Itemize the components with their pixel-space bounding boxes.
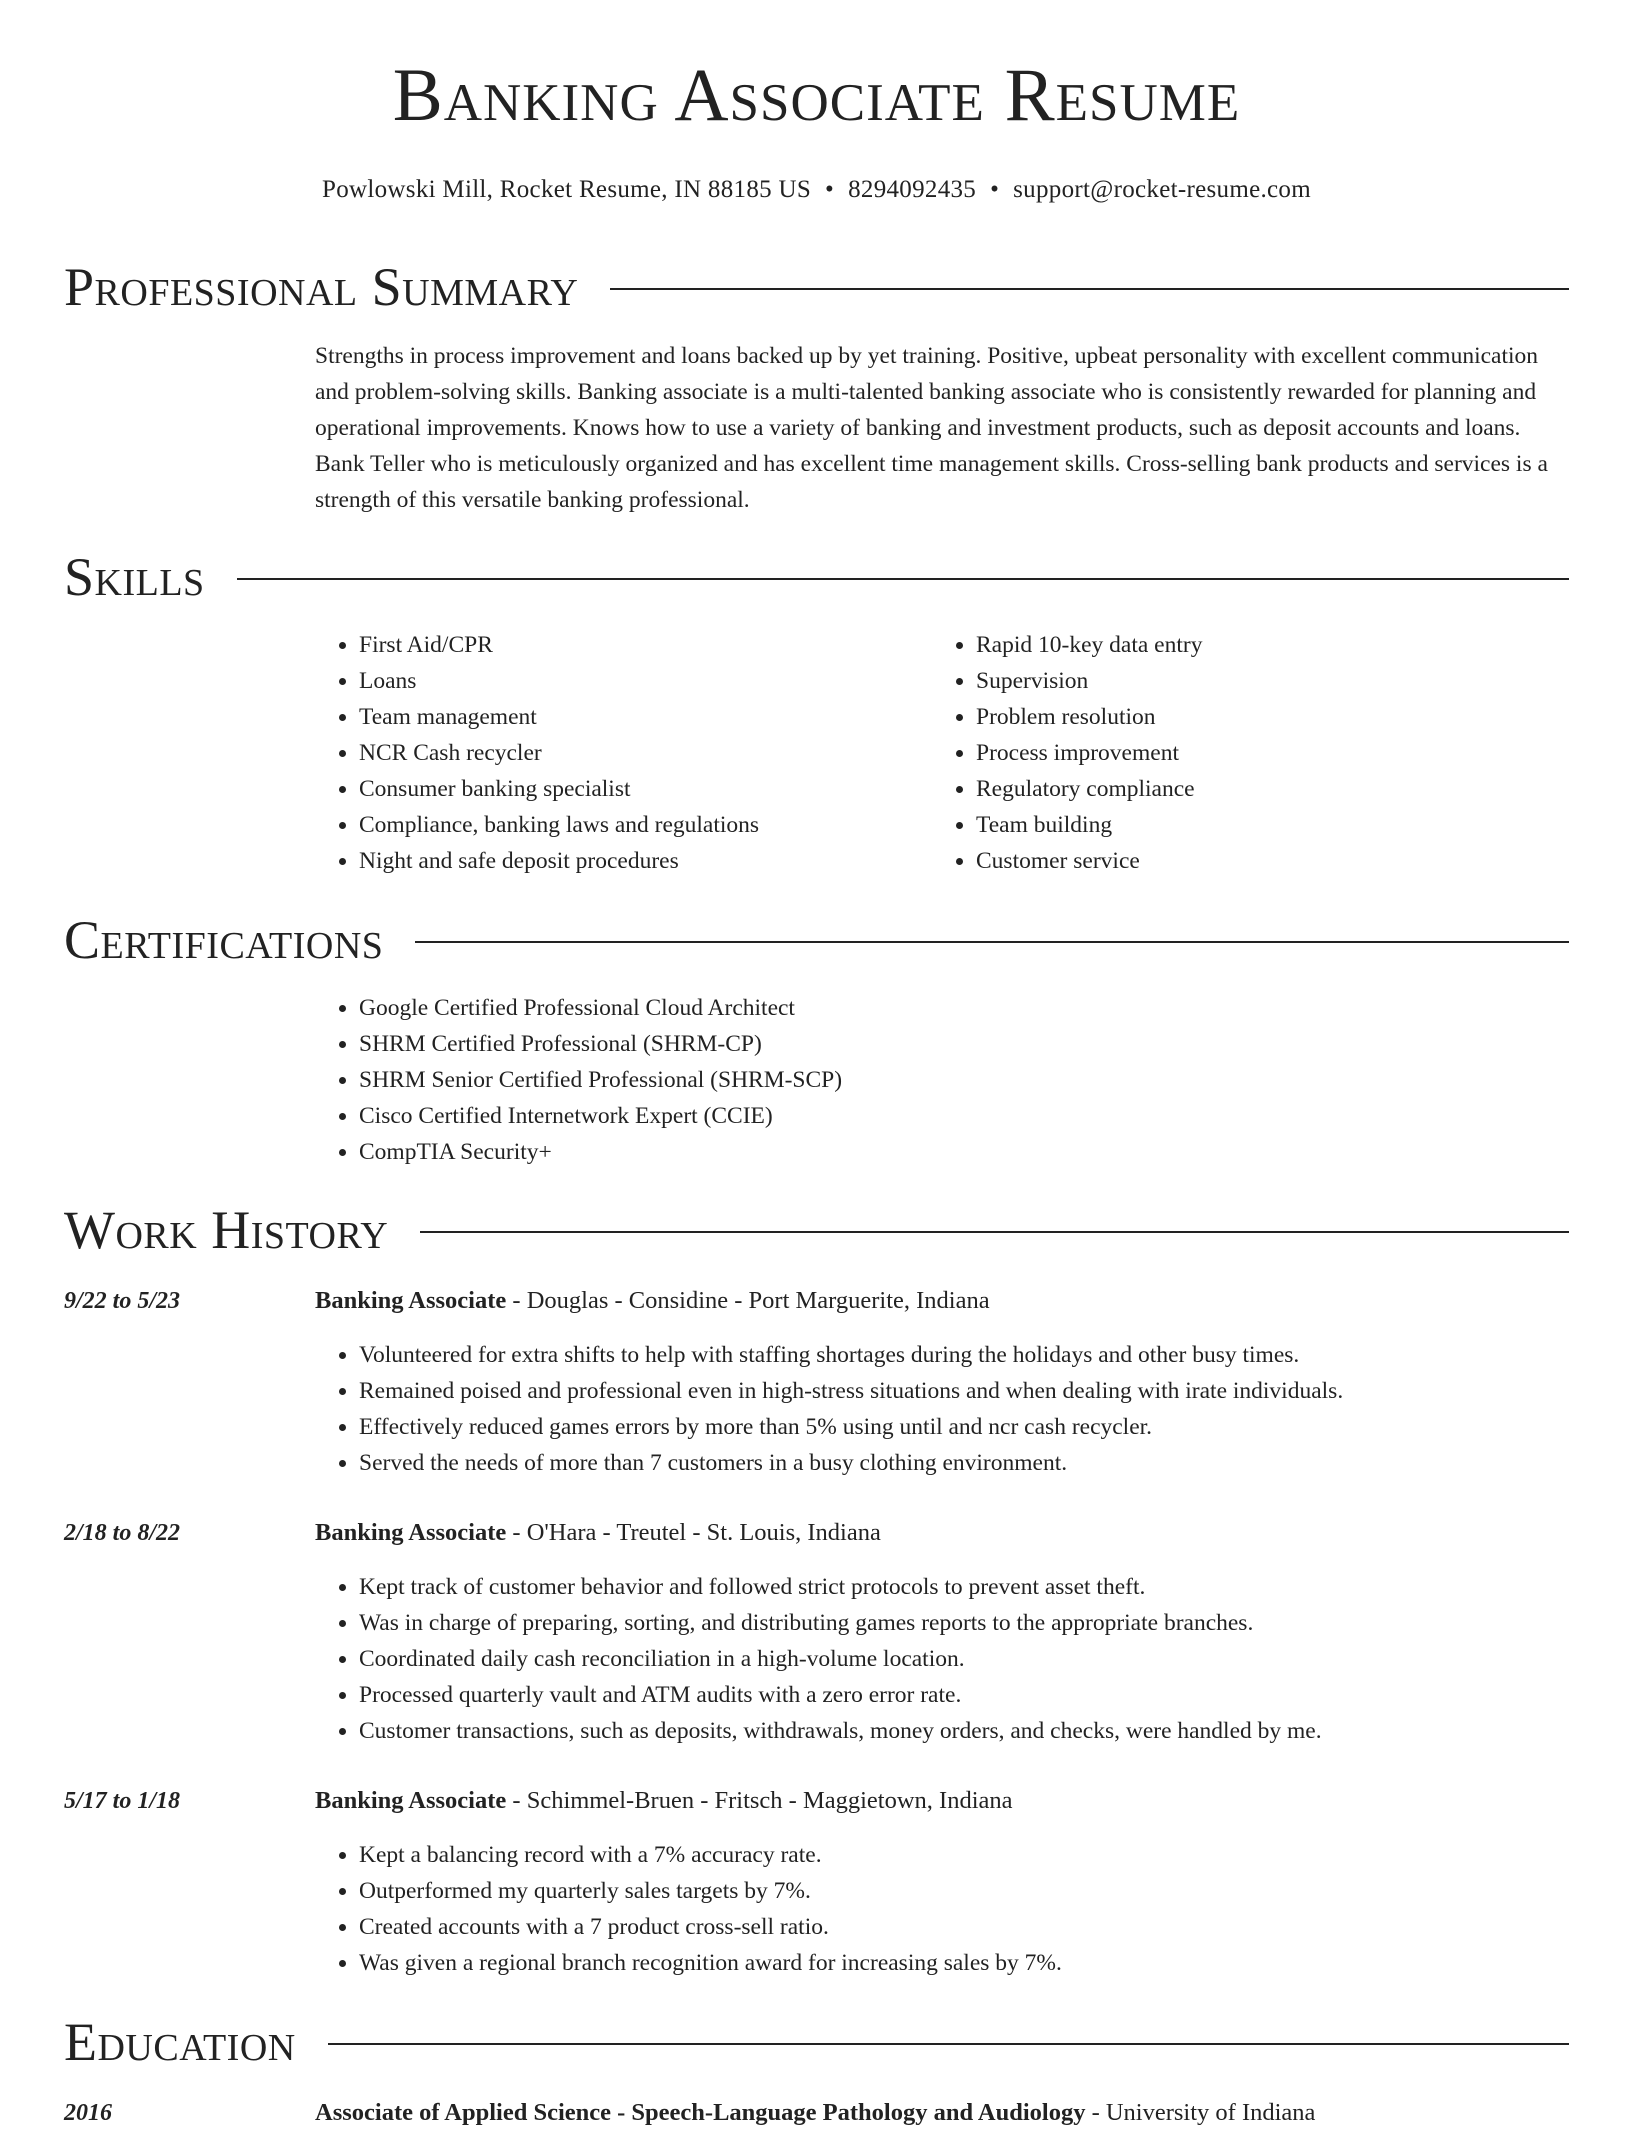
job-bullet: • Outperformed my quarterly sales targets by 7%. — [359, 1873, 1569, 1909]
certification-item: • SHRM Senior Certified Professional (SHRM-SCP) — [359, 1062, 1569, 1098]
section-title-work-history: Work History — [64, 1200, 389, 1260]
section-title-summary: Professional Summary — [64, 257, 579, 317]
skill-item: • Team management — [359, 699, 915, 735]
job-role: Banking Associate — [315, 1287, 507, 1314]
contact-email: support@rocket-resume.com — [1013, 176, 1311, 203]
job-dates: 2/18 to 8/22 — [64, 1520, 181, 1546]
job-bullet: • Processed quarterly vault and ATM audits with a zero error rate. — [359, 1677, 1569, 1713]
job-bullet: • Effectively reduced games errors by more than 5% using until and ncr cash recycler. — [359, 1409, 1569, 1445]
skill-item: • Loans — [359, 663, 915, 699]
job-bullet: • Served the needs of more than 7 customers in a busy clothing environment. — [359, 1445, 1569, 1481]
skill-item: • Customer service — [976, 843, 1532, 879]
job-bullets — [315, 1569, 1569, 1749]
contact-address: Powlowski Mill, Rocket Resume, IN 88185 US — [322, 176, 812, 203]
certification-item: • SHRM Certified Professional (SHRM-CP) — [359, 1026, 1569, 1062]
job-bullet: • Kept track of customer behavior and followed strict protocols to prevent asset theft. — [359, 1569, 1569, 1605]
section-title-certifications: Certifications — [64, 910, 384, 970]
job-bullet: • Remained poised and professional even in high-stress situations and when dealing with irate individuals. — [359, 1373, 1569, 1409]
skill-item: • NCR Cash recycler — [359, 735, 915, 771]
education-school: - University of Indiana — [1085, 2099, 1316, 2126]
education-year: 2016 — [64, 2100, 112, 2126]
certification-item: • CompTIA Security+ — [359, 1134, 1569, 1170]
education-degree: Associate of Applied Science - Speech-Language Pathology and Audiology — [315, 2099, 1086, 2126]
job-role: Banking Associate — [315, 1519, 507, 1546]
job-bullets — [315, 1837, 1569, 1981]
job-bullet: • Was in charge of preparing, sorting, and distributing games reports to the appropriate branches. — [359, 1605, 1569, 1641]
job-title-line — [315, 1283, 1569, 1319]
job-employer: - O'Hara - Treutel - St. Louis, Indiana — [506, 1519, 881, 1546]
job-bullet: • Kept a balancing record with a 7% accuracy rate. — [359, 1837, 1569, 1873]
certifications-list — [315, 990, 1569, 1170]
education-line — [315, 2095, 1569, 2131]
section-header-certifications — [64, 908, 1569, 972]
section-divider — [237, 578, 1569, 580]
skill-item: • First Aid/CPR — [359, 627, 915, 663]
resume-page — [64, 0, 1569, 2126]
contact-separator: • — [825, 176, 835, 203]
certification-item: • Google Certified Professional Cloud Architect — [359, 990, 1569, 1026]
skill-item: • Consumer banking specialist — [359, 771, 915, 807]
job-title-line — [315, 1515, 1569, 1551]
job-bullet: • Customer transactions, such as deposits, withdrawals, money orders, and checks, were handled by me. — [359, 1713, 1569, 1749]
skill-item: • Supervision — [976, 663, 1532, 699]
section-title-skills: Skills — [64, 547, 205, 607]
skill-item: • Team building — [976, 807, 1532, 843]
skill-item: • Compliance, banking laws and regulations — [359, 807, 915, 843]
section-header-skills — [64, 545, 1569, 609]
job-title-line — [315, 1783, 1569, 1819]
section-divider — [328, 2043, 1569, 2045]
section-divider — [610, 288, 1569, 290]
job-bullet: • Volunteered for extra shifts to help with staffing shortages during the holidays and other busy times. — [359, 1337, 1569, 1373]
contact-line — [64, 174, 1569, 206]
skill-item: • Night and safe deposit procedures — [359, 843, 915, 879]
section-divider — [415, 941, 1569, 943]
skill-item: • Regulatory compliance — [976, 771, 1532, 807]
skill-item: • Process improvement — [976, 735, 1532, 771]
job-role: Banking Associate — [315, 1787, 507, 1814]
job-employer: - Schimmel-Bruen - Fritsch - Maggietown, Indiana — [506, 1787, 1013, 1814]
job-dates: 5/17 to 1/18 — [64, 1788, 181, 1814]
skill-item: • Rapid 10-key data entry — [976, 627, 1532, 663]
section-divider — [420, 1231, 1569, 1233]
job-dates: 9/22 to 5/23 — [64, 1288, 181, 1314]
skill-item: • Problem resolution — [976, 699, 1532, 735]
resume-title: Banking Associate Resume — [392, 54, 1241, 137]
section-header-work-history — [64, 1198, 1569, 1262]
job-bullet: • Created accounts with a 7 product cross-sell ratio. — [359, 1909, 1569, 1945]
section-header-education — [64, 2010, 1569, 2074]
summary-paragraph: Strengths in process improvement and loans backed up by yet training. Positive, upbeat personality with excellent communication and problem-solving skills. Banking associate is a multi-talented banking associate who is consistently rewarded for planning and operational improvements. Knows how to use a variety of banking and investment products, such as deposit accounts and loans. Bank Teller who is meticulously organized and has excellent time management skills. Cross-selling bank products and services is a strength of this versatile banking professional. — [315, 343, 1548, 513]
contact-phone: 8294092435 — [848, 176, 977, 203]
skills-column-left — [315, 627, 915, 879]
job-bullet: • Coordinated daily cash reconciliation in a high-volume location. — [359, 1641, 1569, 1677]
job-employer: - Douglas - Considine - Port Marguerite, Indiana — [506, 1287, 990, 1314]
job-bullet: • Was given a regional branch recognition award for increasing sales by 7%. — [359, 1945, 1569, 1981]
skills-column-right — [932, 627, 1532, 879]
section-header-summary — [64, 255, 1569, 319]
certification-item: • Cisco Certified Internetwork Expert (CCIE) — [359, 1098, 1569, 1134]
contact-separator: • — [990, 176, 1000, 203]
job-bullets — [315, 1337, 1569, 1481]
section-title-education: Education — [64, 2012, 296, 2072]
